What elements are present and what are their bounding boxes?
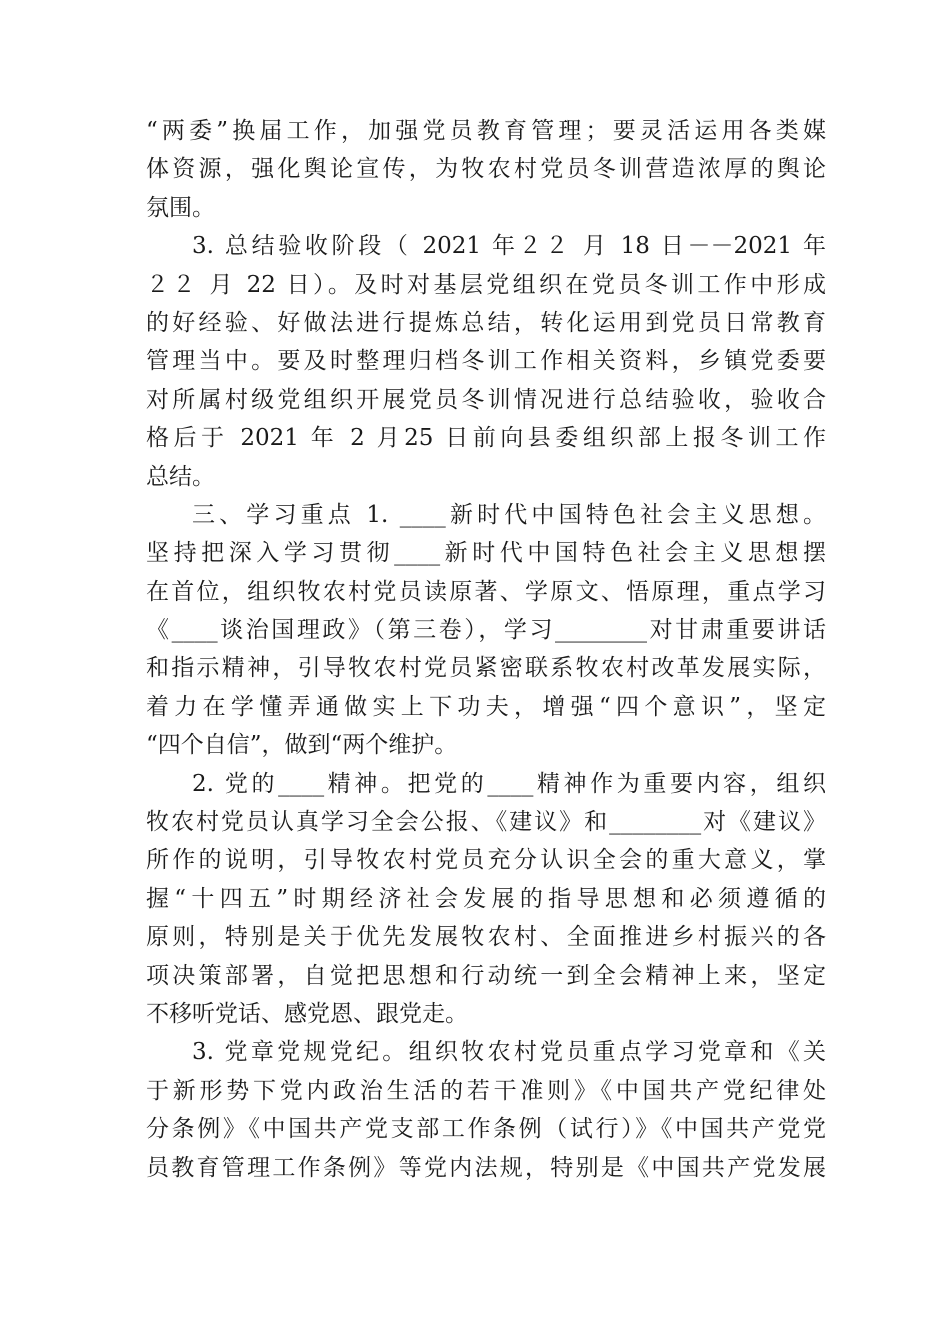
text-line: “两委”换届工作，加强党员教育管理；要灵活运用各类媒 xyxy=(146,118,826,144)
text-line: 和指示精神，引导牧农村党员紧密联系牧农村改革发展实际， xyxy=(146,655,826,682)
paragraph xyxy=(146,227,826,496)
text-line: 对所属村级党组织开展党员冬训情况进行总结验收，验收合 xyxy=(146,386,826,413)
text-line: 着力在学懂弄通做实上下功夫，增强“四个意识”，坚定 xyxy=(146,693,826,720)
text-line: 三、学习重点 1. ____新时代中国特色社会主义思想。 xyxy=(192,501,826,528)
text-line: 握“十四五”时期经济社会发展的指导思想和必须遵循的 xyxy=(146,885,826,912)
paragraph xyxy=(146,765,826,1034)
document-body xyxy=(146,112,826,1187)
text-line: 3. 总结验收阶段（ 2021 年２２ 月 18 日－－2021 年 xyxy=(192,233,826,260)
text-line: ２２ 月 22 日）。及时对基层党组织在党员冬训工作中形成 xyxy=(146,271,826,298)
text-line: 所作的说明，引导牧农村党员充分认识全会的重大意义，掌 xyxy=(146,847,826,874)
text-line: 2. 党的____精神。把党的____精神作为重要内容，组织 xyxy=(192,770,826,797)
text-line: 总结。 xyxy=(146,463,215,490)
text-line: 于新形势下党内政治生活的若干准则》《中国共产党纪律处 xyxy=(146,1077,826,1104)
paragraph xyxy=(146,1033,826,1187)
text-line: 体资源，强化舆论宣传，为牧农村党员冬训营造浓厚的舆论 xyxy=(146,156,826,183)
text-line: 项决策部署，自觉把思想和行动统一到全会精神上来，坚定 xyxy=(146,962,826,989)
paragraph xyxy=(146,112,826,227)
text-line: 的好经验、好做法进行提炼总结，转化运用到党员日常教育 xyxy=(146,309,826,336)
text-line: 原则，特别是关于优先发展牧农村、全面推进乡村振兴的各 xyxy=(146,924,826,951)
paragraph xyxy=(146,496,826,765)
text-line: “四个自信”，做到“两个维护。 xyxy=(146,732,458,759)
text-line: 分条例》《中国共产党支部工作条例（试行）》《中国共产党党 xyxy=(146,1116,826,1143)
text-line: 不移听党话、感党恩、跟党走。 xyxy=(146,1000,468,1027)
text-line: 牧农村党员认真学习全会公报、《建议》和________对《建议》 xyxy=(146,809,826,836)
text-line: 在首位，组织牧农村党员读原著、学原文、悟原理，重点学习 xyxy=(146,578,826,605)
text-line: 坚持把深入学习贯彻____新时代中国特色社会主义思想摆 xyxy=(146,540,826,567)
text-line: 3. 党章党规党纪。组织牧农村党员重点学习党章和《关 xyxy=(192,1039,826,1066)
text-line: 格后于 2021 年 2 月25 日前向县委组织部上报冬训工作 xyxy=(146,425,826,452)
text-line: 《____谈治国理政》（第三卷），学习________对甘肃重要讲话 xyxy=(146,617,826,644)
text-line: 氛围。 xyxy=(146,194,215,221)
text-line: 员教育管理工作条例》等党内法规，特别是《中国共产党发展 xyxy=(146,1154,826,1181)
text-line: 管理当中。要及时整理归档冬训工作相关资料，乡镇党委要 xyxy=(146,348,826,375)
